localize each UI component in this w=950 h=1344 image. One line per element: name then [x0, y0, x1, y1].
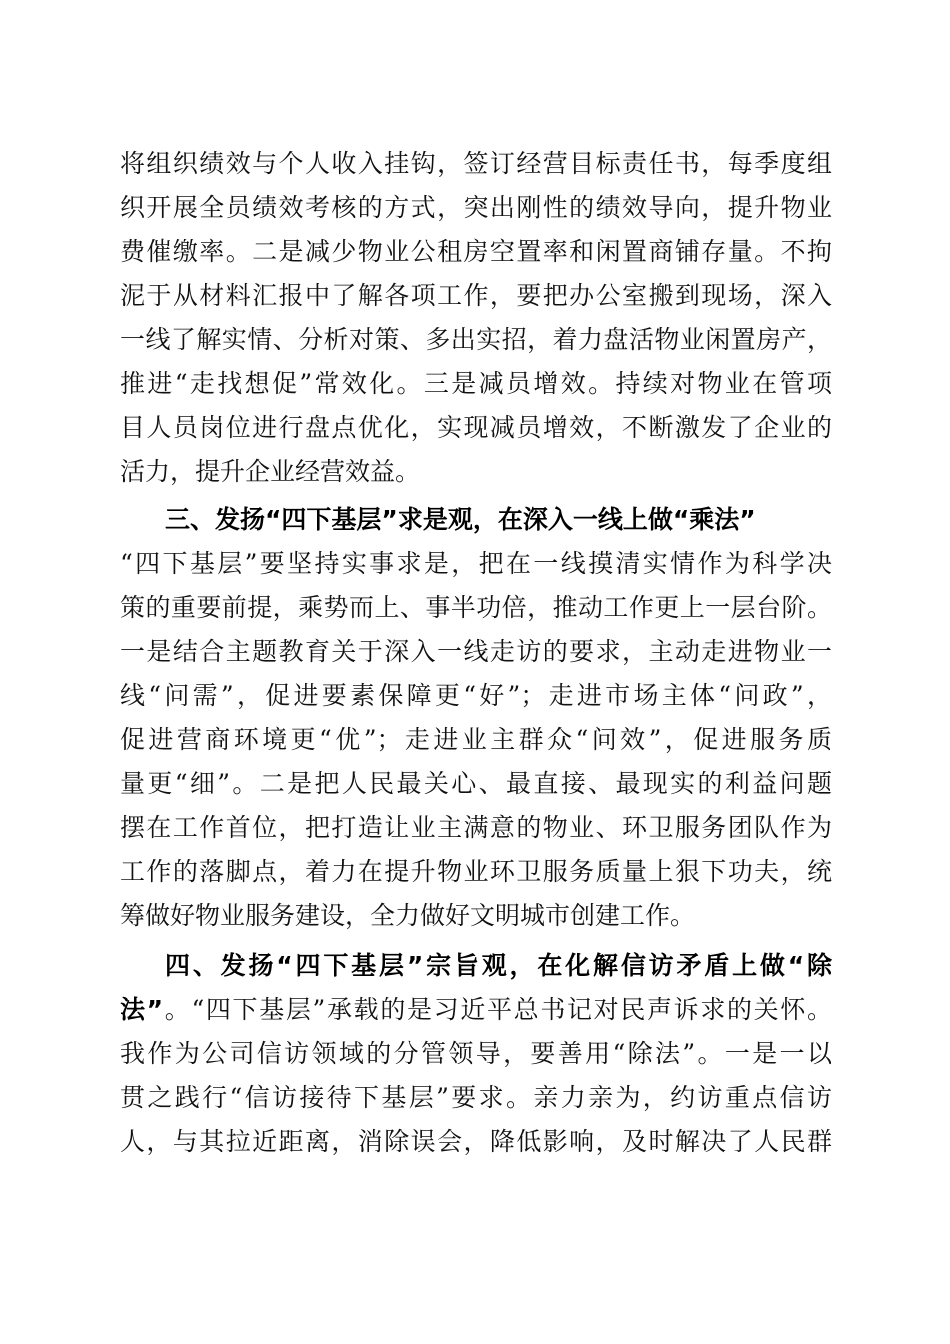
body-text-line: 推进“走找想促”常效化。三是减员增效。持续对物业在管项: [120, 369, 832, 398]
body-text-line: 线“问需”，促进要素保障更“好”；走进市场主体“问政”，: [120, 681, 832, 710]
body-text-line: 一是结合主题教育关于深入一线走访的要求，主动走进物业一: [120, 637, 832, 666]
body-text-line: 活力，提升企业经营效益。: [120, 457, 421, 486]
body-text-line: 量更“细”。二是把人民最关心、最直接、最现实的利益问题: [120, 769, 832, 798]
section-heading-4: 四、发扬“四下基层”宗旨观，在化解信访矛盾上做“除: [165, 951, 832, 980]
body-text-line: 人，与其拉近距离，消除误会，降低影响，及时解决了人民群: [120, 1127, 832, 1156]
body-text-line: 一线了解实情、分析对策、多出实招，着力盘活物业闲置房产，: [120, 325, 832, 354]
body-text-line: 将组织绩效与个人收入挂钩，签订经营目标责任书，每季度组: [120, 149, 832, 178]
body-text-line: 贯之践行“信访接待下基层”要求。亲力亲为，约访重点信访: [120, 1083, 832, 1112]
body-text-line: 我作为公司信访领域的分管领导，要善用“除法”。一是一以: [120, 1039, 832, 1068]
body-text-line: 费催缴率。二是减少物业公租房空置率和闲置商铺存量。不拘: [120, 237, 832, 266]
body-text-line: 泥于从材料汇报中了解各项工作，要把办公室搬到现场，深入: [120, 281, 832, 310]
body-text-span: 。“四下基层”承载的是习近平总书记对民声诉求的关怀。: [163, 995, 832, 1024]
section-4-heading-continuation: [120, 988, 832, 1032]
body-text-line: 促进营商环境更“优”；走进业主群众“问效”，促进服务质: [120, 725, 832, 754]
body-text-line: 工作的落脚点，着力在提升物业环卫服务质量上狠下功夫，统: [120, 857, 832, 886]
body-text-line: 织开展全员绩效考核的方式，突出刚性的绩效导向，提升物业: [120, 193, 832, 222]
body-text-line: 摆在工作首位，把打造让业主满意的物业、环卫服务团队作为: [120, 813, 832, 842]
body-text-line: 筹做好物业服务建设，全力做好文明城市创建工作。: [120, 901, 696, 930]
section-heading-3: 三、发扬“四下基层”求是观，在深入一线上做“乘法”: [165, 505, 756, 534]
section-heading-4-tail: 法”: [120, 995, 164, 1024]
body-text-line: 策的重要前提，乘势而上、事半功倍，推动工作更上一层台阶。: [120, 593, 832, 622]
body-text-line: 目人员岗位进行盘点优化，实现减员增效，不断激发了企业的: [120, 413, 832, 442]
body-text-line: “四下基层”要坚持实事求是，把在一线摸清实情作为科学决: [120, 549, 832, 578]
